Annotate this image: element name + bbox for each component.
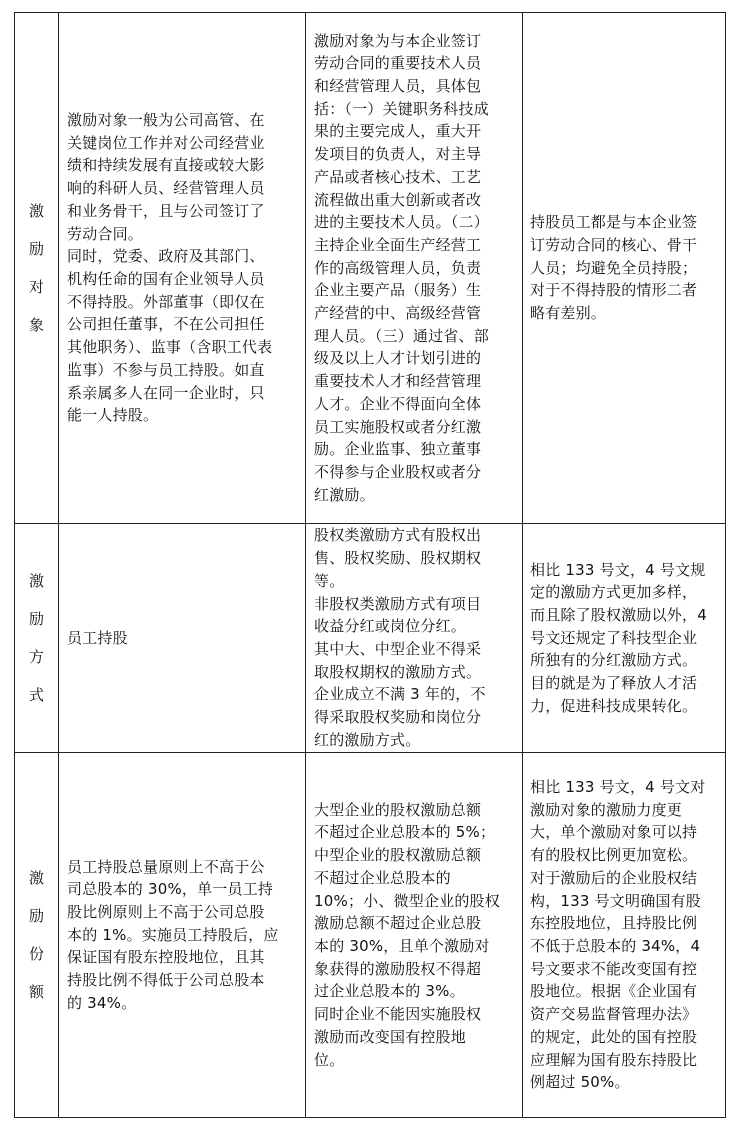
- cell-comparison-share: [530, 753, 726, 1117]
- cell-text: 员工持股: [67, 628, 128, 647]
- label-char: 激: [28, 202, 44, 220]
- label-char: 份: [28, 945, 44, 963]
- label-char: 额: [28, 983, 44, 1001]
- cell-equity-incentive-share: [314, 753, 520, 1117]
- column-divider: [522, 13, 523, 1117]
- label-char: 式: [28, 686, 44, 704]
- column-divider: [305, 13, 306, 1117]
- cell-text: 股权类激励方式有股权出 售、股权奖励、股权期权 等。 非股权类激励方式有项目 收益分红或岗位分红。 其中大、中型企业不得采 取股权期权的激励方式。 企业成立不满 3 年的，不 得采取股权奖励和岗位分 红的激励方式。: [314, 526, 486, 749]
- label-char: 方: [28, 648, 44, 666]
- cell-text: 相比 133 号文，4 号文对 激励对象的激励力度更 大，单个激励对象可以持 有的股权比例更加宽松。 对于激励后的企业股权结 构，133 号文明确国有股 东控股地位，且持股比例 不低于总股本的 34%，4 号文要求不能改变国有控 股地位。根据《企业国有 资产交易监督管理办法》 的规定，此处的国有控股 应理解为国有股东持股比 例超过 50%。: [530, 778, 706, 1092]
- cell-comparison-target: [530, 13, 726, 523]
- row-label-incentive-method: [15, 524, 58, 752]
- label-char: 象: [28, 316, 44, 334]
- cell-employee-stock-method: [67, 524, 301, 752]
- label-char: 激: [28, 869, 44, 887]
- cell-text: 相比 133 号文，4 号文规 定的激励方式更加多样， 而且除了股权激励以外，4 号文还规定了科技型企业 所独有的分红激励方式。 目的就是为了释放人才活 力，促进科技成果转化。: [530, 560, 707, 715]
- cell-employee-stock-share: [67, 753, 301, 1117]
- cell-text: 持股员工都是与本企业签 订劳动合同的核心、骨干 人员；均避免全员持股； 对于不得持股的情形二者 略有差别。: [530, 213, 698, 323]
- column-divider: [58, 13, 59, 1117]
- cell-text: 大型企业的股权激励总额 不超过企业总股本的 5%； 中型企业的股权激励总额 不超过企业总股本的 10%；小、微型企业的股权 激励总额不超过企业总股 本的 30%，且单个激励对 象获得的激励股权不得超 过企业总股本的 3%。 同时企业不能因实施股权 激励而改变国有控股地 位。: [314, 800, 500, 1069]
- row-label-incentive-target: [15, 13, 58, 523]
- cell-text: 激励对象为与本企业签订 劳动合同的重要技术人员 和经营管理人员，具体包 括：（一）关键职务科技成 果的主要完成人，重大开 发项目的负责人，对主导 产品或者核心技术、工艺 流程做出重大创新或者改 进的主要技术人员。（二） 主持企业全面生产经营工 作的高级管理人员，负责 企业主要产品（服务）生 产经营的中、高级经营管 理人员。（三）通过省、部 级及以上人才计划引进的 重要技术人才和经营管理 人才。企业不得面向全体 员工实施股权或者分红激 励。企业监事、独立董事 不得参与企业股权或者分 红激励。: [314, 31, 489, 504]
- label-char: 励: [28, 240, 44, 258]
- cell-comparison-method: [530, 524, 726, 752]
- label-char: 激: [28, 572, 44, 590]
- label-char: 励: [28, 610, 44, 628]
- cell-text: 激励对象一般为公司高管、在 关键岗位工作并对公司经营业 绩和持续发展有直接或较大影 响的科研人员、经营管理人员 和业务骨干，且与公司签订了 劳动合同。 同时，党委、政府及其部门、 机构任命的国有企业领导人员 不得持股。外部董事（即仅在 公司担任董事，不在公司担任 其他职务）、监事（含职工代表 监事）不参与员工持股。如直 系亲属多人在同一企业时，只 能一人持股。: [67, 111, 273, 425]
- label-char: 励: [28, 907, 44, 925]
- label-char: 对: [28, 278, 44, 296]
- cell-employee-stock-target: [67, 13, 301, 523]
- cell-text: 员工持股总量原则上不高于公 司总股本的 30%，单一员工持 股比例原则上不高于公司总股 本的 1%。实施员工持股后，应 保证国有股东控股地位，且其 持股比例不得低于公司总股本 的 34%。: [67, 857, 279, 1012]
- cell-equity-incentive-target: [314, 13, 520, 523]
- row-label-incentive-share: [15, 753, 58, 1117]
- comparison-table: [14, 12, 726, 1118]
- cell-equity-incentive-method: [314, 524, 520, 752]
